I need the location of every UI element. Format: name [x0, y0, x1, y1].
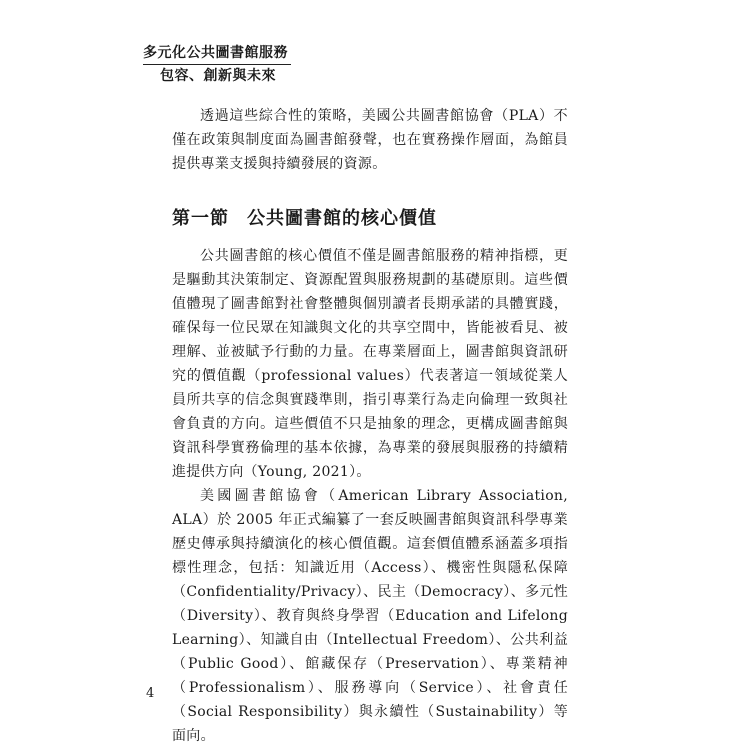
section-label: 第一節 [172, 208, 229, 229]
section-body [172, 244, 568, 748]
intro-paragraph: 透過這些綜合性的策略，美國公共圖書館協會（PLA）不僅在政策與制度面為圖書館發聲，也在實務操作層面，為館員提供專業支援與持續發展的資源。 [172, 108, 568, 172]
intro-block [172, 104, 568, 176]
section-heading [172, 204, 437, 230]
body-paragraph: 美國圖書館協會（American Library Association, ALA）於 2005 年正式編纂了一套反映圖書館與資訊科學專業歷史傳承與持續演化的核心價值觀。這套價值體系涵蓋多項指標性理念，包括：知識近用（Access）、機密性與隱私保障（Confidentiality/Privacy）、民主（Democracy）、多元性（Diversity）、教育與終身學習（Education and Lifelong Learning）、知識自由（Intellectual Freedom）、公共利益（Public Good）、館藏保存（Preservation）、專業精神（Professionalism）、服務導向（Service）、社會責任（Social Responsibility）與永續性（Sustainability）等面向。 [172, 488, 568, 744]
book-subtitle: 包容、創新與未來 [160, 68, 276, 84]
running-header [143, 44, 288, 62]
body-paragraph: 公共圖書館的核心價值不僅是圖書館服務的精神指標，更是驅動其決策制定、資源配置與服務規劃的基礎原則。這些價值體現了圖書館對社會整體與個別讀者長期承諾的具體實踐，確保每一位民眾在知識與文化的共享空間中，皆能被看見、被理解、並被賦予行動的力量。在專業層面上，圖書館與資訊研究的價值觀（professional values）代表著這一領域從業人員所共享的信念與實踐準則，指引專業行為走向倫理一致與社會負責的方向。這些價值不只是抽象的理念，更構成圖書館與資訊科學實務倫理的基本依據，為專業的發展與服務的持續精進提供方向（Young, 2021）。 [172, 248, 568, 480]
header-rule [143, 64, 291, 65]
page-number: 4 [146, 686, 155, 701]
section-title: 公共圖書館的核心價值 [247, 208, 437, 229]
book-title: 多元化公共圖書館服務 [143, 45, 288, 61]
